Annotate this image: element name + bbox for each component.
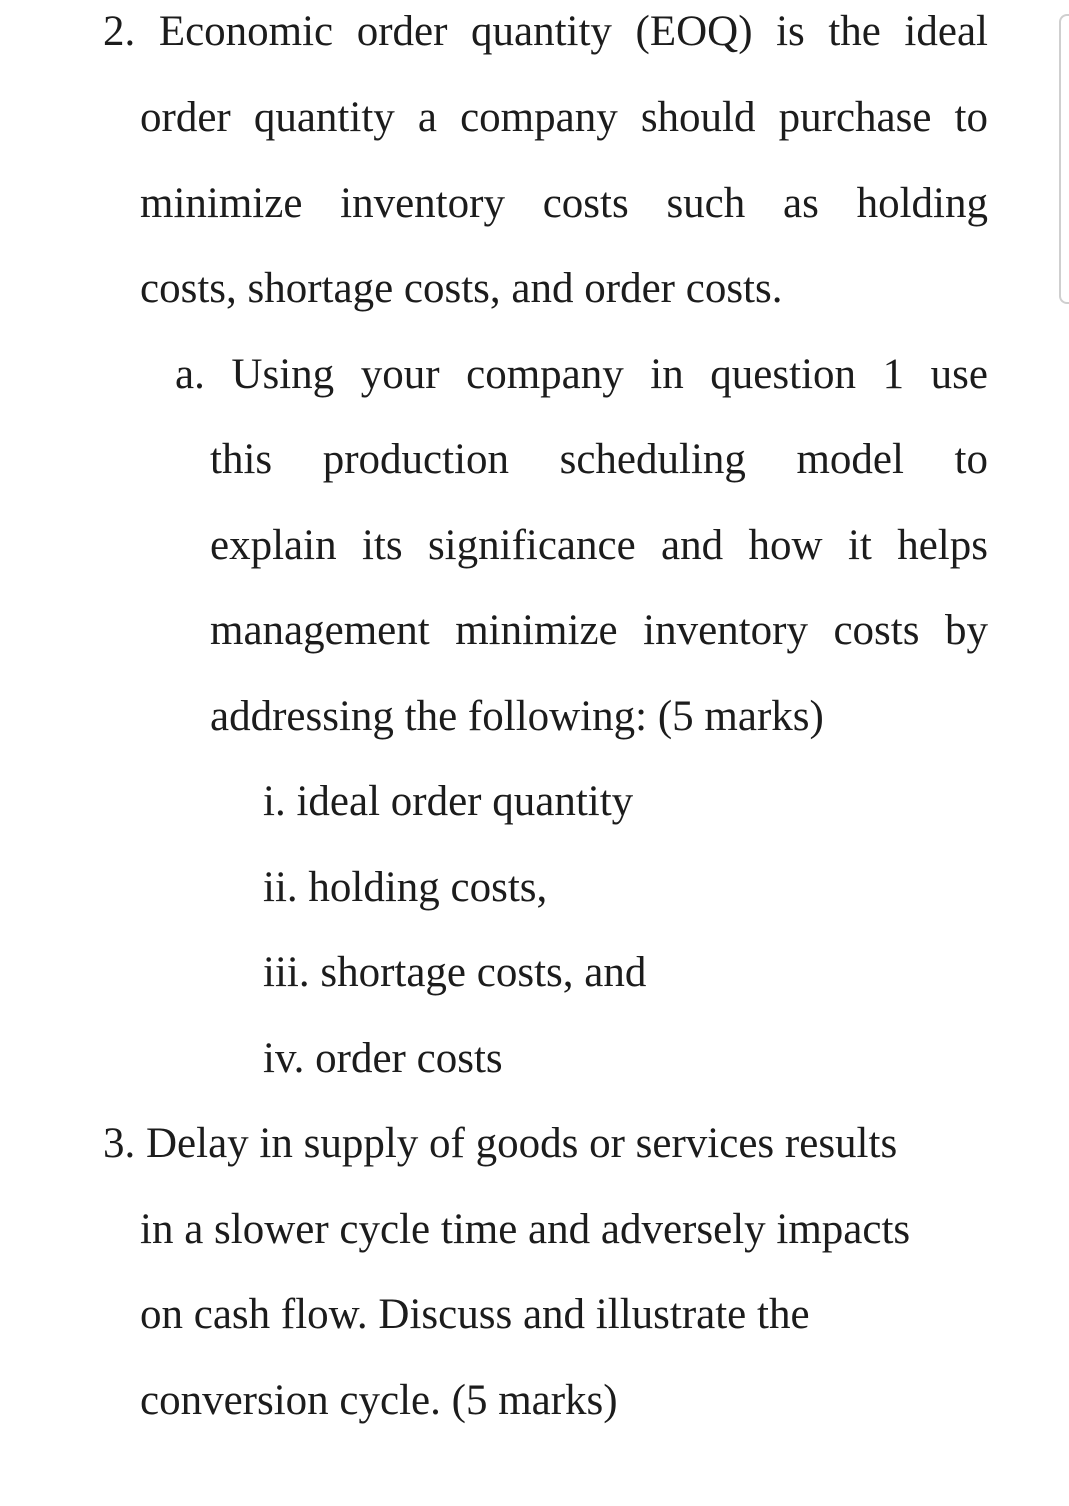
question-3-line: on cash flow. Discuss and illustrate the [140, 1291, 810, 1338]
question-2-line: costs, shortage costs, and order costs. [140, 265, 783, 312]
question-3-line: 3. Delay in supply of goods or services results [103, 1120, 898, 1167]
part-a-line: this production scheduling model to [210, 436, 988, 483]
question-2-line: order quantity a company should purchase to [140, 94, 988, 141]
part-a-line: addressing the following: (5 marks) [210, 693, 824, 740]
list-item: iii. shortage costs, and [263, 949, 647, 996]
question-2-line: minimize inventory costs such as holding [140, 180, 988, 227]
list-item: ii. holding costs, [263, 864, 548, 911]
question-3-line: conversion cycle. (5 marks) [140, 1377, 618, 1424]
question-3-line: in a slower cycle time and adversely impacts [140, 1206, 911, 1253]
scrollbar[interactable] [1059, 14, 1069, 304]
part-a-line: a. Using your company in question 1 use [175, 351, 988, 398]
part-a-line: explain its significance and how it helps [210, 522, 988, 569]
list-item: iv. order costs [263, 1035, 503, 1082]
question-2-line: 2. Economic order quantity (EOQ) is the ideal [103, 8, 988, 55]
part-a-line: management minimize inventory costs by [210, 607, 988, 654]
list-item: i. ideal order quantity [263, 778, 634, 825]
